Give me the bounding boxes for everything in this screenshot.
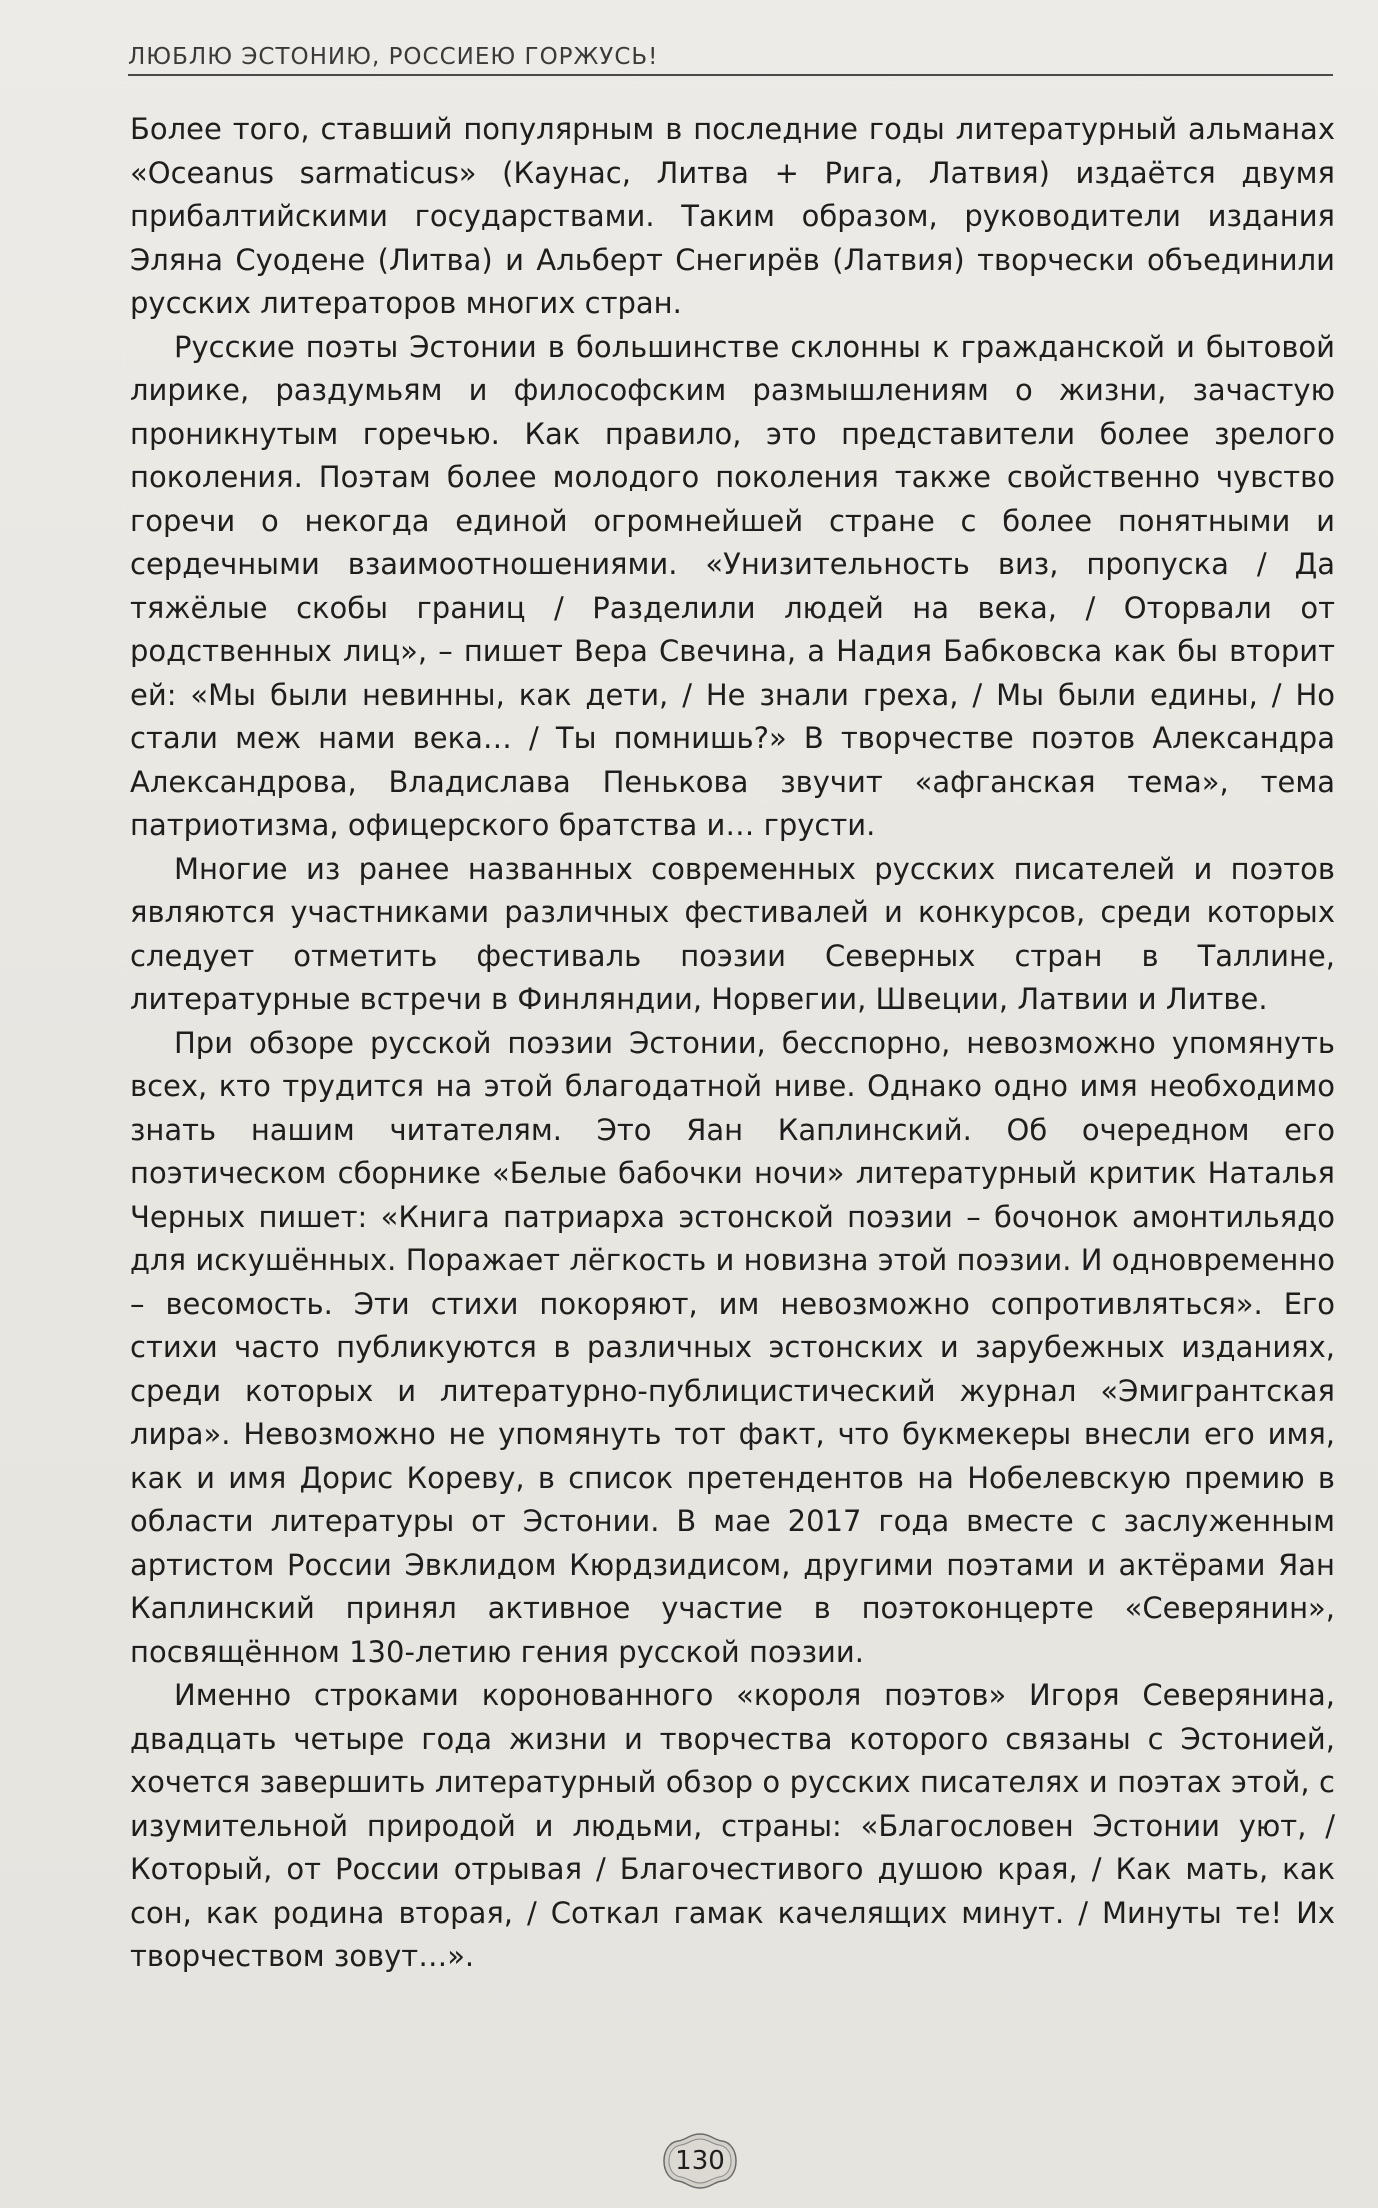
running-header: ЛЮБЛЮ ЭСТОНИЮ, РОССИЕЮ ГОРЖУСЬ!: [128, 44, 1333, 76]
paragraph-5: Именно строками коронованного «короля поэтов» Игоря Северянина, двадцать четыре года жизни и творчества которого связаны с Эстонией, хочется завершить литературный обзор о русских писателях и поэтах этой, с изумительной природой и людьми, страны: «Благословен Эстонии уют, / Который, от России отрывая / Благочестивого душою края, / Как мать, как сон, как родина вторая, / Соткал гамак качелящих минут. / Минуты те! Их творчеством зовут…».: [130, 1678, 1335, 1973]
paragraph-4: При обзоре русской поэзии Эстонии, бесспорно, невозможно упомянуть всех, кто трудится на этой благодатной ниве. Однако одно имя необходимо знать нашим читателям. Это Яан Каплинский. Об очередном его поэтическом сборнике «Белые бабочки ночи» литературный критик Наталья Черных пишет: «Книга патриарха эстонской поэзии – бочонок амонтильядо для искушённых. Поражает лёгкость и новизна этой поэзии. И одновременно – весомость. Эти стихи покоряют, им невозможно сопротивляться». Его стихи часто публикуются в различных эстонских и зарубежных изданиях, среди которых и литературно-публицистический журнал «Эмигрантская лира». Невозможно не упомянуть тот факт, что букмекеры внесли его имя, как и имя Дорис Кореву, в список претендентов на Нобелевскую премию в области литературы от Эстонии. В мае 2017 года вместе с заслуженным артистом России Эвклидом Кюрдзидисом, другими поэтами и актёрами Яан Каплинский принял активное участие в поэтоконцерте «Северянин», посвящённом 130-летию гения русской поэзии.: [130, 1025, 1335, 1669]
page-number-badge: [662, 2132, 738, 2190]
body-text: [130, 108, 1335, 1979]
page-number: 130: [675, 2146, 725, 2176]
paragraph-2: Русские поэты Эстонии в большинстве склонны к гражданской и бытовой лирике, раздумьям и философским размышлениям о жизни, зачастую проникнутым горечью. Как правило, это представители более зрелого поколения. Поэтам более молодого поколения также свойственно чувство горечи о некогда единой огромнейшей стране с более понятными и сердечными взаимоотношениями. «Унизительность виз, пропуска / Да тяжёлые скобы границ / Разделили людей на века, / Оторвали от родственных лиц», – пишет Вера Свечина, а Надия Бабковска как бы вторит ей: «Мы были невинны, как дети, / Не знали греха, / Мы были едины, / Но стали меж нами века… / Ты помнишь?» В творчестве поэтов Александра Александрова, Владислава Пенькова звучит «афганская тема», тема патриотизма, офицерского братства и… грусти.: [130, 329, 1335, 842]
paragraph-3: Многие из ранее названных современных русских писателей и поэтов являются участниками различных фестивалей и конкурсов, среди которых следует отметить фестиваль поэзии Северных стран в Таллине, литературные встречи в Финляндии, Норвегии, Швеции, Латвии и Литве.: [130, 851, 1335, 1016]
paragraph-1: Более того, ставший популярным в последние годы литературный альманах «Oceanus sarmaticus» (Каунас, Литва + Рига, Латвия) издаётся двумя прибалтийскими государствами. Таким образом, руководители издания Эляна Суодене (Литва) и Альберт Снегирёв (Латвия) творчески объединили русских литераторов многих стран.: [130, 112, 1335, 320]
